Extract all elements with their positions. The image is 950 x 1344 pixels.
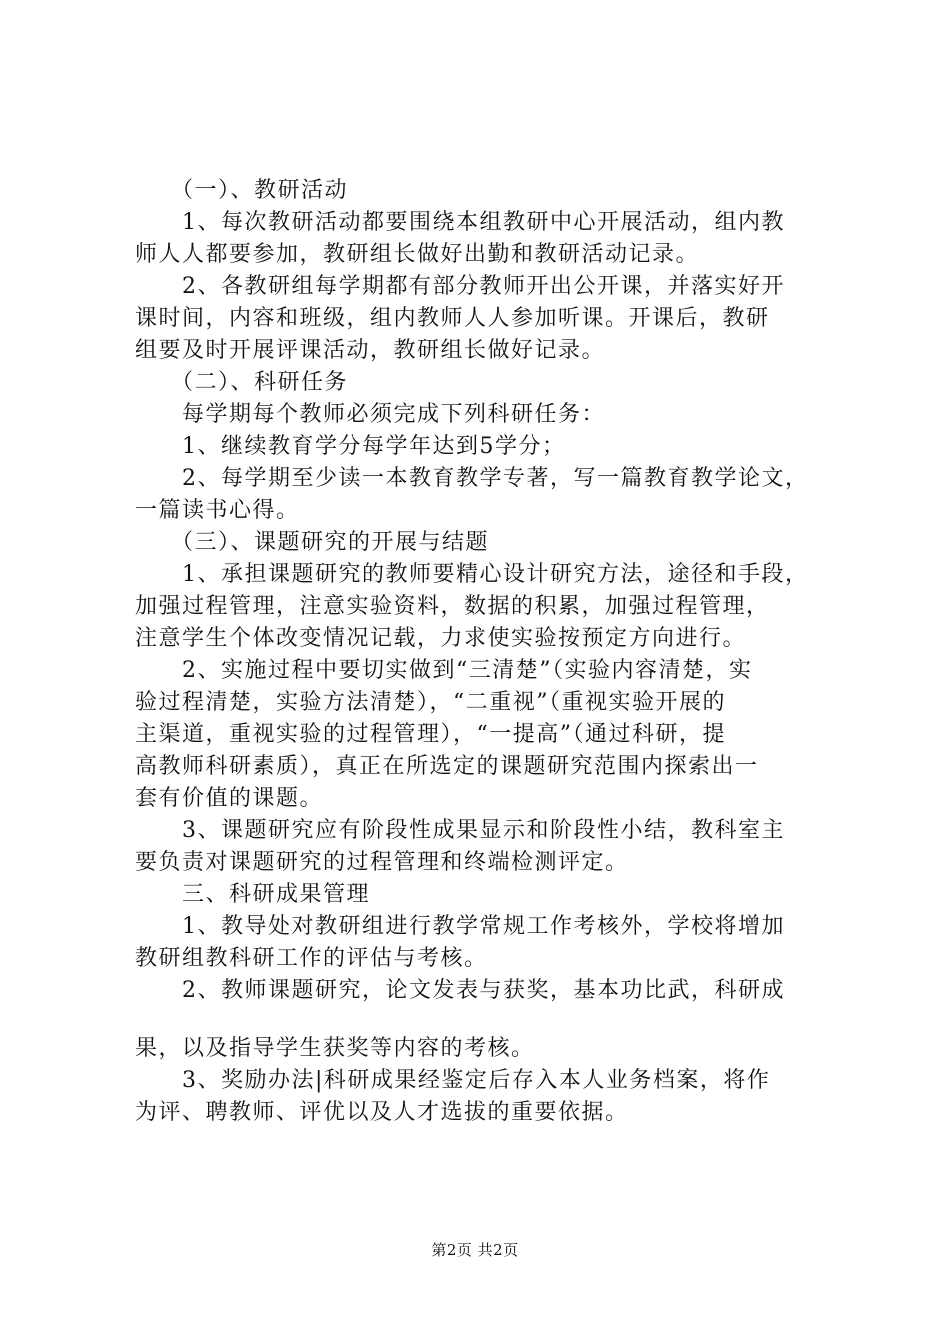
text-line: 1、教导处对教研组进行教学常规工作考核外，学校将增加 xyxy=(135,914,785,939)
text-line: 教研组教科研工作的评估与考核。 xyxy=(135,946,488,971)
text-line: 2、实施过程中要切实做到“三清楚”（实验内容清楚，实 xyxy=(135,658,753,683)
text-line: 1、每次教研活动都要围绕本组教研中心开展活动，组内教 xyxy=(135,210,785,235)
text-line: 果，以及指导学生获奖等内容的考核。 xyxy=(135,1036,535,1061)
text-line: 1、继续教育学分每学年达到5学分； xyxy=(135,434,566,459)
text-line: （三）、课题研究的开展与结题 xyxy=(135,530,490,555)
page-break-gap xyxy=(135,1007,835,1033)
text-line: 注意学生个体改变情况记载，力求使实验按预定方向进行。 xyxy=(135,626,747,651)
text-line: 师人人都要参加，教研组长做好出勤和教研活动记录。 xyxy=(135,242,700,267)
text-line: 2、各教研组每学期都有部分教师开出公开课，并落实好开 xyxy=(135,274,785,299)
text-line: 课时间，内容和班级，组内教师人人参加听课。开课后，教研 xyxy=(135,306,770,331)
text-line: 为评、聘教师、评优以及人才选拔的重要依据。 xyxy=(135,1100,629,1125)
text-line: 主渠道，重视实验的过程管理），“一提高”（通过科研，提 xyxy=(135,722,726,747)
page-footer: 第2页 共2页 xyxy=(431,1241,519,1259)
text-line: （一）、教研活动 xyxy=(135,178,349,203)
text-line: 2、每学期至少读一本教育教学专著，写一篇教育教学论文， xyxy=(135,466,809,491)
text-line: 套有价值的课题。 xyxy=(135,786,324,811)
text-line: 高教师科研素质），真正在所选定的课题研究范围内探索出一 xyxy=(135,754,759,779)
text-line: （二）、科研任务 xyxy=(135,370,349,395)
document-body xyxy=(135,175,835,1129)
text-line: 要负责对课题研究的过程管理和终端检测评定。 xyxy=(135,850,629,875)
text-line: 3、课题研究应有阶段性成果显示和阶段性小结，教科室主 xyxy=(135,818,785,843)
text-line: 2、教师课题研究，论文发表与获奖，基本功比武，科研成 xyxy=(135,978,785,1003)
text-line: 加强过程管理，注意实验资料，数据的积累，加强过程管理， xyxy=(135,594,770,619)
text-line: 组要及时开展评课活动，教研组长做好记录。 xyxy=(135,338,606,363)
text-line: 1、承担课题研究的教师要精心设计研究方法，途径和手段， xyxy=(135,562,809,587)
text-line: 一篇读书心得。 xyxy=(135,498,300,523)
text-line: 三、科研成果管理 xyxy=(135,882,371,907)
text-line: 3、奖励办法|科研成果经鉴定后存入本人业务档案，将作 xyxy=(135,1068,771,1093)
text-line: 每学期每个教师必须完成下列科研任务： xyxy=(135,402,606,427)
text-line: 验过程清楚，实验方法清楚），“二重视”（重视实验开展的 xyxy=(135,690,726,715)
